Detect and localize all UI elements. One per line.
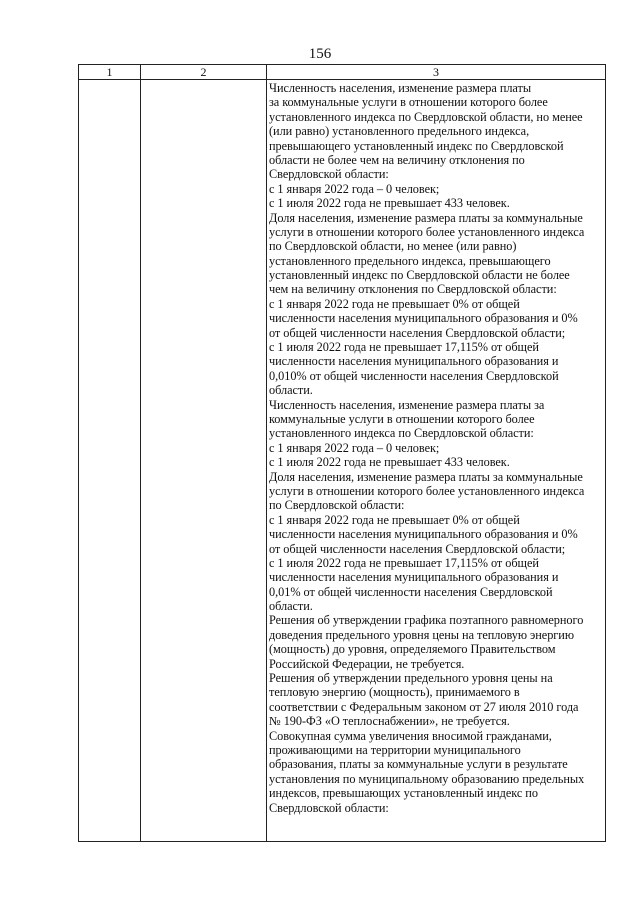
text-line: с 1 января 2022 года не превышает 0% от общей <box>269 512 520 527</box>
text-line: с 1 июля 2022 года не превышает 17,115% от общей <box>269 340 539 355</box>
column-header-1: 1 <box>106 65 113 79</box>
text-line: услуги в отношении которого более установленного индекса <box>269 224 585 239</box>
text-line: с 1 января 2022 года – 0 человек; <box>269 181 440 196</box>
text-line: чем на величину отклонения по Свердловской области: <box>269 282 557 297</box>
text-line: численности населения муниципального образования и <box>269 570 559 585</box>
text-line: 0,01% от общей численности населения Свердловской <box>269 584 553 599</box>
text-line: Доля населения, изменение размера платы за коммунальные <box>269 469 583 484</box>
column-divider-2 <box>266 65 267 841</box>
text-line: установленного предельного индекса, превышающего <box>269 253 551 268</box>
text-line: установленного индекса по Свердловской области: <box>269 426 534 441</box>
text-line: (или равно) установленного предельного индекса, <box>269 124 530 139</box>
column-header-3: 3 <box>433 65 439 79</box>
text-line: Решения об утверждении предельного уровня цены на <box>269 671 553 686</box>
text-line: численности населения муниципального образования и <box>269 354 559 369</box>
page-number: 156 <box>308 46 332 62</box>
text-line: с 1 января 2022 года – 0 человек; <box>269 440 440 455</box>
text-line: коммунальные услуги в отношении которого более <box>269 411 535 426</box>
text-line: Совокупная сумма увеличения вносимой гражданами, <box>269 728 552 743</box>
text-line: области не более чем на величину отклонения по <box>269 152 525 167</box>
text-line: Численность населения, изменение размера платы за <box>269 397 545 412</box>
text-line: от общей численности населения Свердловской области; <box>269 541 566 556</box>
document-table <box>78 64 606 842</box>
column-3-text <box>269 81 602 815</box>
text-line: с 1 июля 2022 года не превышает 17,115% от общей <box>269 555 539 570</box>
text-line: услуги в отношении которого более установленного индекса <box>269 483 585 498</box>
text-line: от общей численности населения Свердловской области; <box>269 325 566 340</box>
text-line: численности населения муниципального образования и 0% <box>269 527 578 542</box>
text-line: (мощность) до уровня, определяемого Правительством <box>269 642 556 657</box>
text-line: Российской Федерации, не требуется. <box>269 656 465 671</box>
text-line: превышающего установленный индекс по Свердловской <box>269 138 564 153</box>
text-line: установленного индекса по Свердловской области, но менее <box>269 109 583 124</box>
text-line: области. <box>269 383 313 398</box>
text-line: численности населения муниципального образования и 0% <box>269 311 578 326</box>
text-line: Свердловской области: <box>269 800 389 815</box>
text-line: 0,010% от общей численности населения Свердловской <box>269 368 559 383</box>
text-line: индексов, превышающих установленный индекс по <box>269 786 538 801</box>
text-line: по Свердловской области: <box>269 498 405 513</box>
text-line: с 1 января 2022 года не превышает 0% от общей <box>269 296 520 311</box>
text-line: с 1 июля 2022 года не превышает 433 человек. <box>269 455 510 470</box>
text-line: области. <box>269 599 313 614</box>
text-line: тепловую энергию (мощность), принимаемого в <box>269 685 520 700</box>
text-line: № 190-ФЗ «О теплоснабжении», не требуется. <box>269 714 510 729</box>
text-line: Доля населения, изменение размера платы за коммунальные <box>269 210 583 225</box>
text-line: проживающими на территории муниципального <box>269 742 521 757</box>
text-line: соответствии с Федеральным законом от 27 июля 2010 года <box>269 699 579 714</box>
table-header-row <box>79 65 605 80</box>
text-line: доведения предельного уровня цены на тепловую энергию <box>269 627 574 642</box>
text-line: образования, платы за коммунальные услуги в результате <box>269 757 568 772</box>
text-line: по Свердловской области, но менее (или равно) <box>269 239 517 254</box>
text-line: Свердловской области: <box>269 167 389 182</box>
text-line: Численность населения, изменение размера платы <box>269 81 532 95</box>
column-header-2: 2 <box>200 65 207 79</box>
text-line: установленный индекс по Свердловской области не более <box>269 268 570 283</box>
text-line: за коммунальные услуги в отношении которого более <box>269 95 548 110</box>
column-divider-1 <box>140 65 141 841</box>
text-line: с 1 июля 2022 года не превышает 433 человек. <box>269 196 510 211</box>
text-line: Решения об утверждении графика поэтапного равномерного <box>269 613 584 628</box>
text-line: установления по муниципальному образованию предельных <box>269 771 585 786</box>
